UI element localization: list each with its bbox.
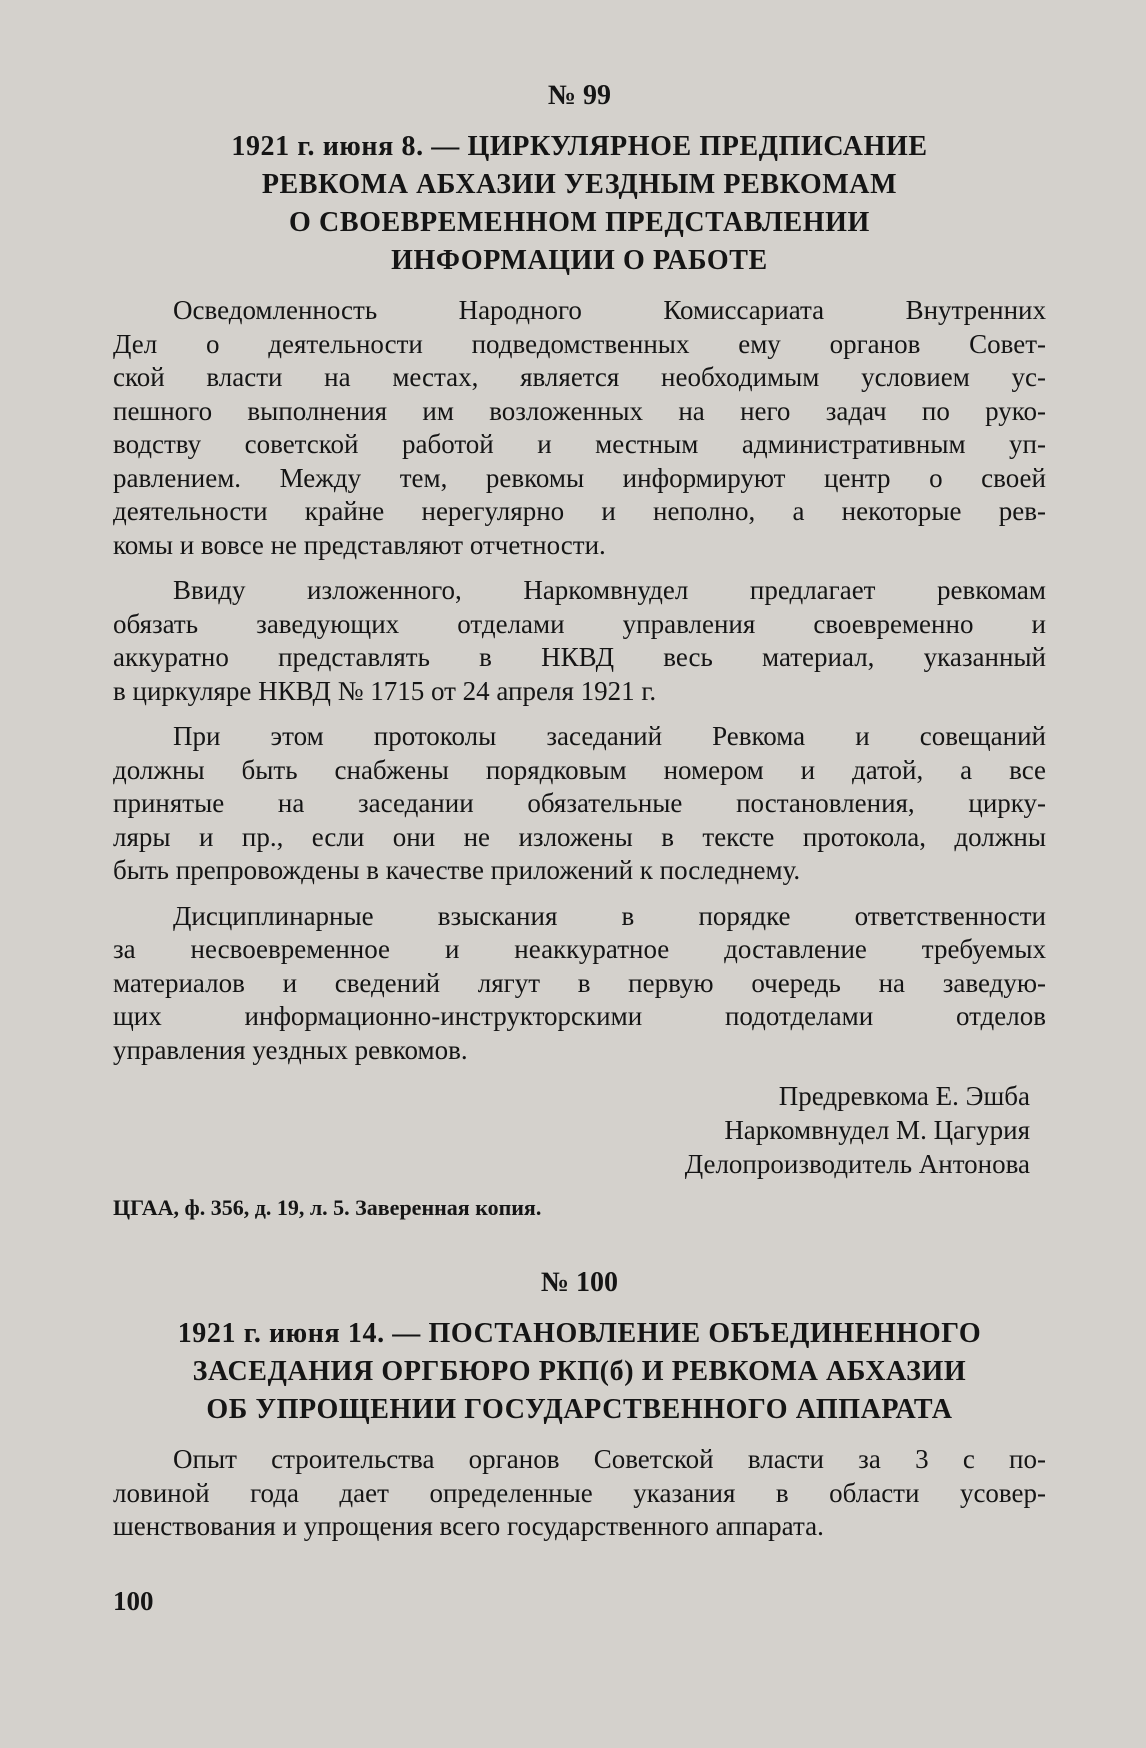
body-paragraph bbox=[113, 574, 1046, 708]
text-line: Ввиду изложенного, Наркомвнудел предлагает ревкомам bbox=[173, 575, 1046, 605]
text-line: ляры и пр., если они не изложены в тексте протокола, должны bbox=[113, 821, 1046, 852]
text-line: комы и вовсе не представляют отчетности. bbox=[113, 529, 606, 560]
text-line: шенствования и упрощения всего государственного аппарата. bbox=[113, 1511, 824, 1541]
signature-line: Предревкома Е. Эшба bbox=[778, 1081, 1030, 1111]
signature-line: Наркомвнудел М. Цагурия bbox=[724, 1115, 1030, 1145]
text-line: Осведомленность Народного Комиссариата Внутренних bbox=[173, 295, 1046, 325]
text-line: должны быть снабжены порядковым номером и датой, а все bbox=[113, 754, 1046, 785]
archive-source: ЦГАА, ф. 356, д. 19, л. 5. Заверенная копия. bbox=[113, 1195, 542, 1220]
title-line: ИНФОРМАЦИИ О РАБОТЕ bbox=[391, 245, 768, 276]
title-line: О СВОЕВРЕМЕННОМ ПРЕДСТАВЛЕНИИ bbox=[289, 207, 870, 238]
text-line: водству советской работой и местным административным уп- bbox=[113, 429, 1046, 459]
body-paragraph bbox=[113, 900, 1046, 1068]
document-number: № 99 bbox=[547, 80, 612, 111]
text-line: управления уездных ревкомов. bbox=[113, 1034, 468, 1065]
title-line: ОБ УПРОЩЕНИИ ГОСУДАРСТВЕННОГО АППАРАТА bbox=[206, 1394, 953, 1425]
text-line: принятые на заседании обязательные постановления, цирку- bbox=[113, 788, 1046, 818]
text-line: ловиной года дает определенные указания в области усовер- bbox=[113, 1477, 1046, 1508]
text-line: Опыт строительства органов Советской власти за 3 с по- bbox=[173, 1444, 1046, 1474]
text-line: щих информационно-инструкторскими подотделами отделов bbox=[113, 1001, 1046, 1031]
signature-line: Делопроизводитель Антонова bbox=[684, 1149, 1030, 1179]
text-line: за несвоевременное и неаккуратное доставление требуемых bbox=[113, 934, 1046, 964]
signature-block bbox=[113, 1079, 1046, 1181]
text-line: в циркуляре НКВД № 1715 от 24 апреля 1921 г. bbox=[113, 675, 657, 706]
body-paragraph bbox=[113, 1443, 1046, 1544]
body-paragraph bbox=[113, 294, 1046, 562]
body-paragraph bbox=[113, 720, 1046, 888]
title-line: РЕВКОМА АБХАЗИИ УЕЗДНЫМ РЕВКОМАМ bbox=[261, 169, 898, 200]
title-line: 1921 г. июня 8. — ЦИРКУЛЯРНОЕ ПРЕДПИСАНИЕ bbox=[231, 131, 928, 162]
text-line: обязать заведующих отделами управления своевременно и bbox=[113, 608, 1046, 639]
text-line: Дисциплинарные взыскания в порядке ответственности bbox=[173, 900, 1046, 931]
text-line: материалов и сведений лягут в первую очередь на заведую- bbox=[113, 967, 1046, 998]
title-line: ЗАСЕДАНИЯ ОРГБЮРО РКП(б) И РЕВКОМА АБХАЗИИ bbox=[192, 1356, 967, 1387]
text-line: быть препровождены в качестве приложений к последнему. bbox=[113, 855, 801, 885]
text-line: аккуратно представлять в НКВД весь материал, указанный bbox=[113, 642, 1046, 672]
document-title bbox=[113, 1315, 1046, 1429]
document-title bbox=[113, 128, 1046, 280]
text-line: При этом протоколы заседаний Ревкома и совещаний bbox=[173, 721, 1046, 751]
text-line: пешного выполнения им возложенных на него задач по руко- bbox=[113, 395, 1046, 426]
title-line: 1921 г. июня 14. — ПОСТАНОВЛЕНИЕ ОБЪЕДИНЕННОГО bbox=[177, 1318, 982, 1349]
text-line: Дел о деятельности подведомственных ему органов Совет- bbox=[113, 328, 1046, 359]
document-number: № 100 bbox=[540, 1267, 619, 1298]
text-line: ской власти на местах, является необходимым условием ус- bbox=[113, 362, 1046, 392]
page-number: 100 bbox=[113, 1585, 154, 1616]
text-line: равлением. Между тем, ревкомы информируют центр о своей bbox=[113, 462, 1046, 493]
text-line: деятельности крайне нерегулярно и неполно, а некоторые рев- bbox=[113, 496, 1046, 526]
